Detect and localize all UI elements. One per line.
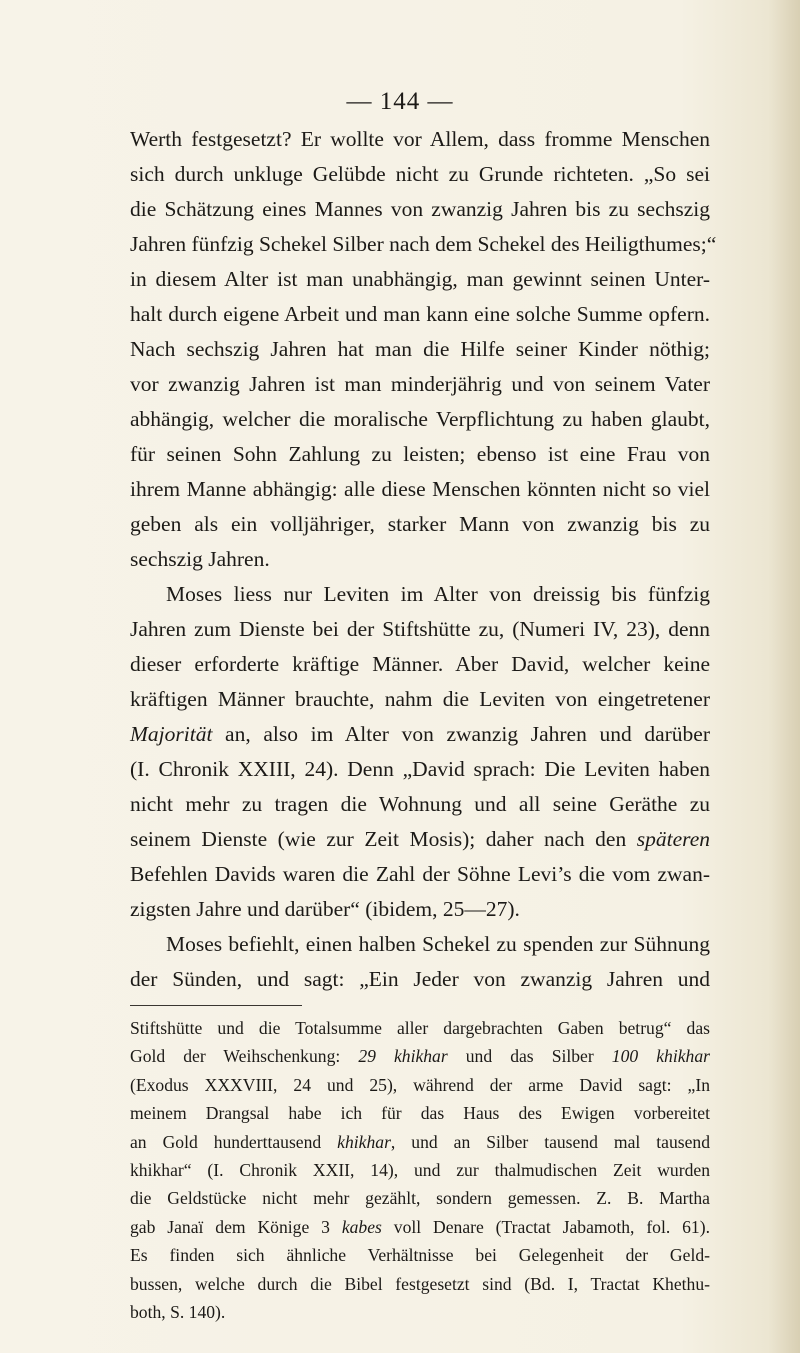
text-line: dieser erforderte kräftige Männer. Aber David, welcher keine bbox=[130, 652, 710, 676]
text-line: Jahren fünfzig Schekel Silber nach dem Schekel des Heiligthumes;“ bbox=[130, 232, 717, 256]
text-line bbox=[130, 717, 710, 752]
line-text: an, also im Alter von zwanzig Jahren und darüber bbox=[212, 722, 710, 746]
text-line: nicht mehr zu tragen die Wohnung und all seine Geräthe zu bbox=[130, 792, 710, 816]
footnote-line: bussen, welche durch die Bibel festgesetzt sind (Bd. I, Tractat Khethu- bbox=[130, 1273, 710, 1294]
italic-text: Majorität bbox=[130, 722, 213, 746]
text-line: in diesem Alter ist man unabhängig, man gewinnt seinen Unter- bbox=[130, 267, 710, 291]
footnote bbox=[130, 1014, 710, 1326]
footnote-line: die Geldstücke nicht mehr gezählt, sondern gemessen. Z. B. Martha bbox=[130, 1188, 710, 1209]
text-line: Jahren zum Dienste bei der Stiftshütte zu, (Numeri IV, 23), denn bbox=[130, 617, 710, 641]
text-line: sich durch unkluge Gelübde nicht zu Grunde richteten. „So sei bbox=[130, 162, 710, 186]
footnote-line bbox=[130, 1042, 710, 1070]
text-line: ihrem Manne abhängig: alle diese Menschen könnten nicht so viel bbox=[130, 477, 710, 501]
line-text: gab Janaï dem Könige 3 bbox=[130, 1216, 342, 1237]
text-line: der Sünden, und sagt: „Ein Jeder von zwanzig Jahren und bbox=[130, 967, 710, 991]
footnote-line: meinem Drangsal habe ich für das Haus des Ewigen vorbereitet bbox=[130, 1103, 710, 1124]
main-text bbox=[130, 122, 717, 997]
footnote-line bbox=[130, 1128, 710, 1156]
text-line: sechszig Jahren. bbox=[130, 547, 270, 571]
text-line: abhängig, welcher die moralische Verpflichtung zu haben glaubt, bbox=[130, 407, 710, 431]
italic-text: khikhar bbox=[337, 1131, 391, 1152]
text-line: geben als ein volljähriger, starker Mann von zwanzig bis zu bbox=[130, 512, 710, 536]
page-number: — 144 — bbox=[346, 88, 454, 115]
text-line: die Schätzung eines Mannes von zwanzig Jahren bis zu sechszig bbox=[130, 197, 710, 221]
text-line: zigsten Jahre und darüber“ (ibidem, 25—27). bbox=[130, 897, 520, 921]
italic-text: späteren bbox=[636, 827, 710, 851]
line-text: und das Silber bbox=[447, 1046, 612, 1067]
footnote-line: Es finden sich ähnliche Verhältnisse bei Gelegenheit der Geld- bbox=[130, 1245, 710, 1266]
text-line: Nach sechszig Jahren hat man die Hilfe seiner Kinder nöthig; bbox=[130, 337, 710, 361]
text-line: Moses befiehlt, einen halben Schekel zu spenden zur Sühnung bbox=[166, 932, 710, 956]
text-line: vor zwanzig Jahren ist man minderjährig und von seinem Vater bbox=[130, 372, 710, 396]
text-line bbox=[130, 822, 710, 857]
text-line: (I. Chronik XXIII, 24). Denn „David sprach: Die Leviten haben bbox=[130, 757, 710, 781]
footnote-line: both, S. 140). bbox=[130, 1301, 226, 1322]
line-text: voll Denare (Tractat Jabamoth, fol. 61). bbox=[381, 1216, 710, 1237]
footnote-line: (Exodus XXXVIII, 24 und 25), während der arme David sagt: „In bbox=[130, 1074, 710, 1095]
footnote-line bbox=[130, 1213, 710, 1241]
footnote-line: Stiftshütte und die Totalsumme aller dargebrachten Gaben betrug“ das bbox=[130, 1018, 710, 1038]
line-text: , und an Silber tausend mal tausend bbox=[390, 1131, 710, 1152]
line-text: Gold der Weihschenkung: bbox=[130, 1046, 359, 1067]
text-line: kräftigen Männer brauchte, nahm die Leviten von eingetretener bbox=[130, 687, 710, 711]
italic-text: 100 khikhar bbox=[611, 1046, 710, 1067]
line-text: an Gold hunderttausend bbox=[130, 1131, 338, 1152]
line-text: seinem Dienste (wie zur Zeit Mosis); daher nach den bbox=[130, 827, 637, 851]
italic-text: kabes bbox=[341, 1216, 382, 1237]
text-line: Werth festgesetzt? Er wollte vor Allem, dass fromme Menschen bbox=[130, 127, 710, 151]
text-line: Befehlen Davids waren die Zahl der Söhne Levi’s die vom zwan- bbox=[130, 862, 710, 886]
text-line: für seinen Sohn Zahlung zu leisten; ebenso ist eine Frau von bbox=[130, 442, 710, 466]
footnote-divider bbox=[130, 1005, 302, 1006]
footnote-line: khikhar“ (I. Chronik XXII, 14), und zur thalmudischen Zeit wurden bbox=[130, 1159, 710, 1180]
text-line: halt durch eigene Arbeit und man kann eine solche Summe opfern. bbox=[130, 302, 710, 326]
italic-text: 29 khikhar bbox=[358, 1046, 448, 1067]
text-line: Moses liess nur Leviten im Alter von dreissig bis fünfzig bbox=[166, 582, 710, 606]
